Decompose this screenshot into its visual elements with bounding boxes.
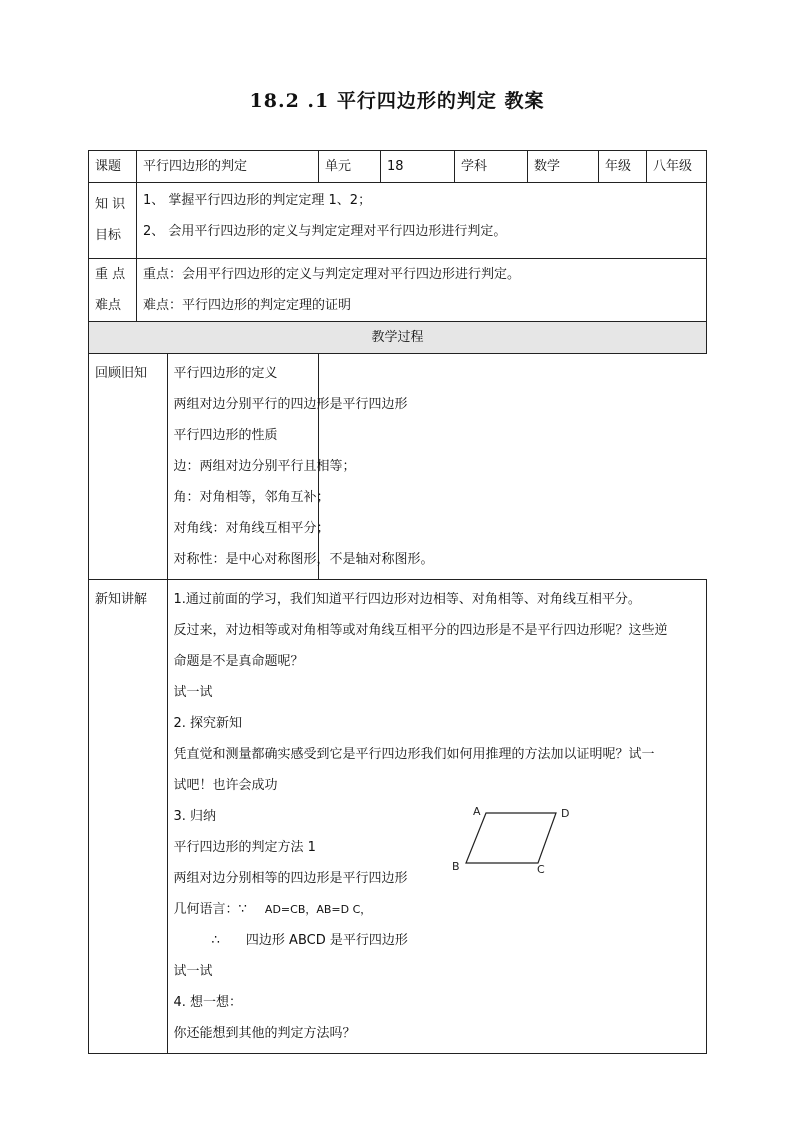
review-line: 对称性：是中心对称图形，不是轴对称图形。	[173, 552, 434, 567]
review-line: 对角线：对角线互相平分；	[173, 521, 330, 536]
parallelogram-figure	[446, 803, 586, 883]
process-header: 教学过程	[89, 322, 707, 354]
nk-line: 4. 想一想：	[173, 995, 243, 1010]
nk-line: 2. 探究新知	[173, 716, 243, 731]
goals-label-bottom: 目标	[95, 228, 122, 243]
nk-line: 平行四边形的判定方法 1	[173, 840, 316, 855]
nk-line: 试一试	[173, 685, 213, 700]
goals-content	[137, 183, 707, 259]
keypoints-content	[137, 259, 707, 322]
review-line: 边：两组对边分别平行且相等；	[173, 459, 356, 474]
review-line: 平行四边形的性质	[173, 428, 278, 443]
review-section	[89, 354, 434, 580]
nk-line: 试吧！也许会成功	[173, 778, 278, 793]
difficulty-text: 难点：平行四边形的判定定理的证明	[143, 298, 352, 313]
vertex-label-d: D	[561, 807, 570, 820]
lesson-plan-table	[88, 150, 707, 1054]
nk-line: 3. 归纳	[173, 809, 217, 824]
nk-line: 凭直觉和测量都确实感受到它是平行四边形我们如何用推理的方法加以证明呢？试一	[173, 747, 655, 762]
nk-line: 反过来，对边相等或对角相等或对角线互相平分的四边形是不是平行四边形呢？这些逆	[173, 623, 668, 638]
review-label: 回顾旧知	[89, 354, 167, 579]
nk-line: 1.通过前面的学习，我们知道平行四边形对边相等、对角相等、对角线互相平分。	[173, 592, 641, 607]
nk-conclusion-line	[174, 925, 701, 956]
nk-line: 试一试	[173, 964, 213, 979]
nk-line: 命题是不是真命题呢？	[173, 654, 304, 669]
nk-geometry-line	[174, 894, 701, 925]
unit-value: 18	[381, 151, 455, 183]
geometry-conclusion: 四边形 ABCD 是平行四边形	[245, 933, 408, 948]
course-label: 课题	[89, 151, 137, 183]
goal-item: 1、 掌握平行四边形的判定定理 1、2；	[143, 193, 372, 208]
keypoints-label-bottom: 难点	[95, 298, 122, 313]
therefore-symbol: ∴	[211, 933, 220, 948]
nk-line: 你还能想到其他的判定方法吗？	[173, 1026, 356, 1041]
review-line: 平行四边形的定义	[173, 366, 278, 381]
goals-label	[89, 183, 137, 259]
vertex-label-a: A	[473, 805, 481, 818]
focus-text: 重点：会用平行四边形的定义与判定定理对平行四边形进行判定。	[143, 267, 521, 282]
goals-label-top: 知 识	[95, 197, 126, 212]
new-knowledge-inner	[89, 580, 706, 1053]
unit-label: 单元	[319, 151, 381, 183]
nk-line: 两组对边分别相等的四边形是平行四边形	[173, 871, 408, 886]
keypoints-label	[89, 259, 137, 322]
vertex-label-c: C	[537, 863, 545, 876]
grade-value: 八年级	[647, 151, 707, 183]
review-line: 两组对边分别平行的四边形是平行四边形	[173, 397, 408, 412]
goal-item: 2、 会用平行四边形的定义与判定定理对平行四边形进行判定。	[143, 224, 507, 239]
grade-label: 年级	[599, 151, 647, 183]
new-knowledge-body	[167, 580, 706, 1053]
review-line: 角：对角相等，邻角互补；	[173, 490, 330, 505]
new-knowledge-section	[89, 580, 707, 1054]
page-title: 18.2 .1 平行四边形的判定 教案	[249, 90, 545, 112]
subject-value: 数学	[528, 151, 599, 183]
new-knowledge-label: 新知讲解	[89, 580, 167, 1053]
keypoints-label-top: 重 点	[95, 267, 126, 282]
subject-label: 学科	[455, 151, 528, 183]
review-inner	[89, 354, 434, 579]
geometry-language-label: 几何语言：∵	[173, 902, 247, 917]
geometry-condition: AD=CB，AB=D C，	[264, 903, 372, 916]
review-body	[167, 354, 434, 579]
parallelogram-shape	[466, 813, 556, 863]
course-value: 平行四边形的判定	[137, 151, 319, 183]
vertex-label-b: B	[452, 860, 460, 873]
